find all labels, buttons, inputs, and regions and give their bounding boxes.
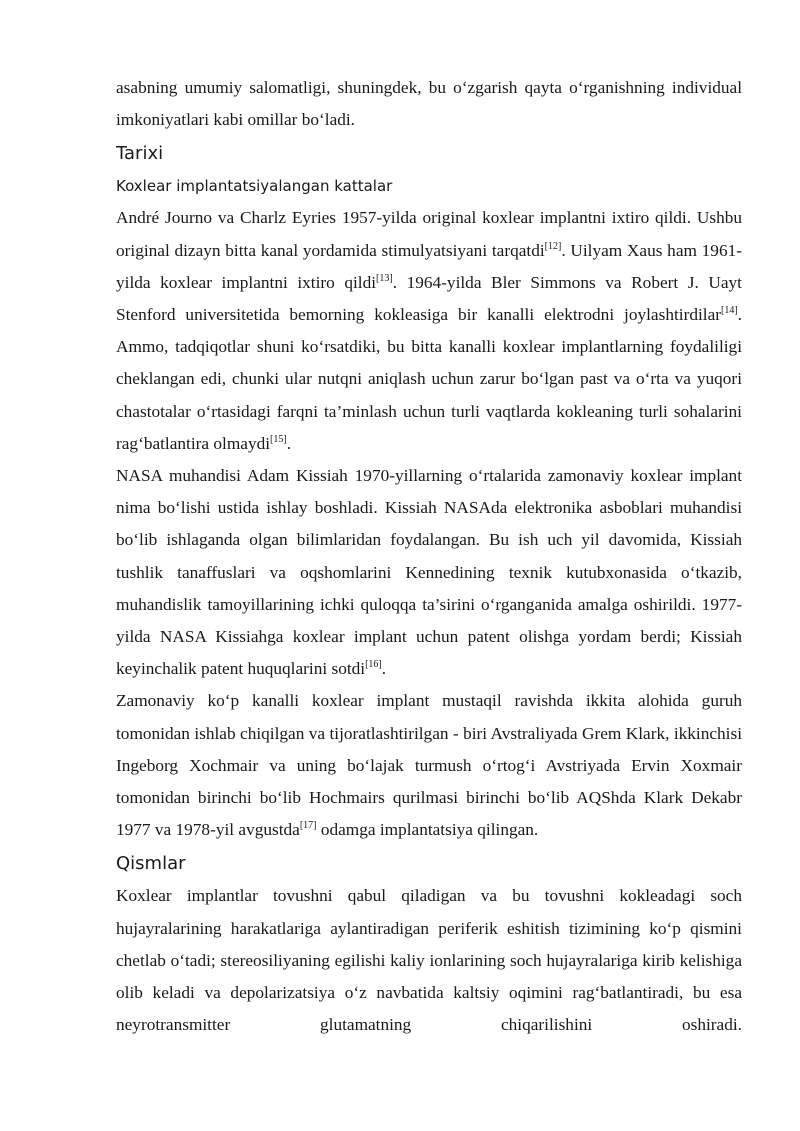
citation-ref-14[interactable]: [14] xyxy=(721,305,738,317)
section-heading-qismlar: Qismlar xyxy=(116,853,186,875)
citation-ref-16[interactable]: [16] xyxy=(365,659,382,671)
page-content xyxy=(116,72,742,1041)
citation-ref-17[interactable]: [17] xyxy=(299,820,317,832)
section-heading-tarixi: Tarixi xyxy=(116,143,164,165)
text-run: Zamonaviy ko‘p kanalli koxlear implant mustaqil ravishda ikkita alohida guruh tomonidan ishlab chiqilgan va tijoratlashtirilgan - biri Avstraliyada Grem Klark, ikkinchisi Ingeborg Xochmair va uning bo‘lajak turmush o‘rtog‘i Avstriyada Ervin Xoxmair tomonidan birinchi bo‘lib Hochmairs qurilmasi birinchi bo‘lib AQShda Klark Dekabr 1977 va 1978-yil avgustda xyxy=(116,691,742,840)
text-run: . xyxy=(381,659,387,679)
intro-paragraph: asabning umumiy salomatligi, shuningdek, bu o‘zgarish qayta o‘rganishning individual imkoniyatlari kabi omillar bo‘ladi. xyxy=(116,78,742,130)
citation-ref-15[interactable]: [15] xyxy=(270,433,287,445)
text-run: André Journo va Charlz Eyries 1957-yilda original koxlear implantni ixtiro qildi. Ushbu original dizayn bitta kanal yordamida stimulyatsiyani tarqatdi xyxy=(116,208,742,260)
text-run: . 1964-yilda Bler Simmons va Robert J. Uayt Stenford universitetida bemorning kokleasiga bir kanalli elektrodni joylashtirdilar xyxy=(116,272,742,325)
citation-ref-13[interactable]: [13] xyxy=(376,272,393,284)
subsection-heading-adults: Koxlear implantatsiyalangan kattalar xyxy=(116,177,393,196)
text-run: . xyxy=(286,433,292,453)
history-paragraph-1 xyxy=(116,202,742,460)
history-paragraph-3 xyxy=(116,685,742,846)
citation-ref-12[interactable]: [12] xyxy=(544,240,562,252)
text-run: . Ammo, tadqiqotlar shuni ko‘rsatdiki, bu bitta kanalli koxlear implantlarning foydaliligi cheklangan edi, chunki ular nutqni aniqlash uchun zarur bo‘lgan past va o‘rta va yuqori chastotalar o‘rtasidagi farqni ta’minlash uchun turli vaqtlarda kokleaning turli sohalarini rag‘batlantira olmaydi xyxy=(116,305,742,453)
text-run: NASA muhandisi Adam Kissiah 1970-yillarning o‘rtalarida zamonaviy koxlear implant nima bo‘lishi ustida ishlay boshladi. Kissiah NASAda elektronika asboblari muhandisi bo‘lib ishlaganda olgan bilimlaridan foydalangan. Bu ish uch yil davomida, Kissiah tushlik tanaffuslari va oqshomlarini Kennedining texnik kutubxonasida o‘tkazib, muhandislik tamoyillarining ichki quloqqa ta’sirini o‘rganganida amalga oshirildi. 1977-yilda NASA Kissiahga koxlear implant uchun patent olishga yordam berdi; Kissiah keyinchalik patent huquqlarini sotdi xyxy=(116,466,742,679)
history-paragraph-2 xyxy=(116,460,742,685)
parts-paragraph-1: Koxlear implantlar tovushni qabul qiladigan va bu tovushni kokleadagi soch hujayralarining harakatlariga aylantiradigan periferik eshitish tizimining ko‘p qismini chetlab o‘tadi; stereosiliyaning egilishi kaliy ionlarining soch hujayralariga kirib kelishiga olib keladi va depolarizatsiya o‘z navbatida kaltsiy oqimini rag‘batlantiradi, bu esa neyrotransmitter glutamatning chiqarilishini oshiradi. xyxy=(116,886,742,1035)
text-run: . Uilyam Xaus ham 1961-yilda koxlear implantni ixtiro qildi xyxy=(116,240,742,292)
text-run: odamga implantatsiya qilingan. xyxy=(316,820,539,840)
